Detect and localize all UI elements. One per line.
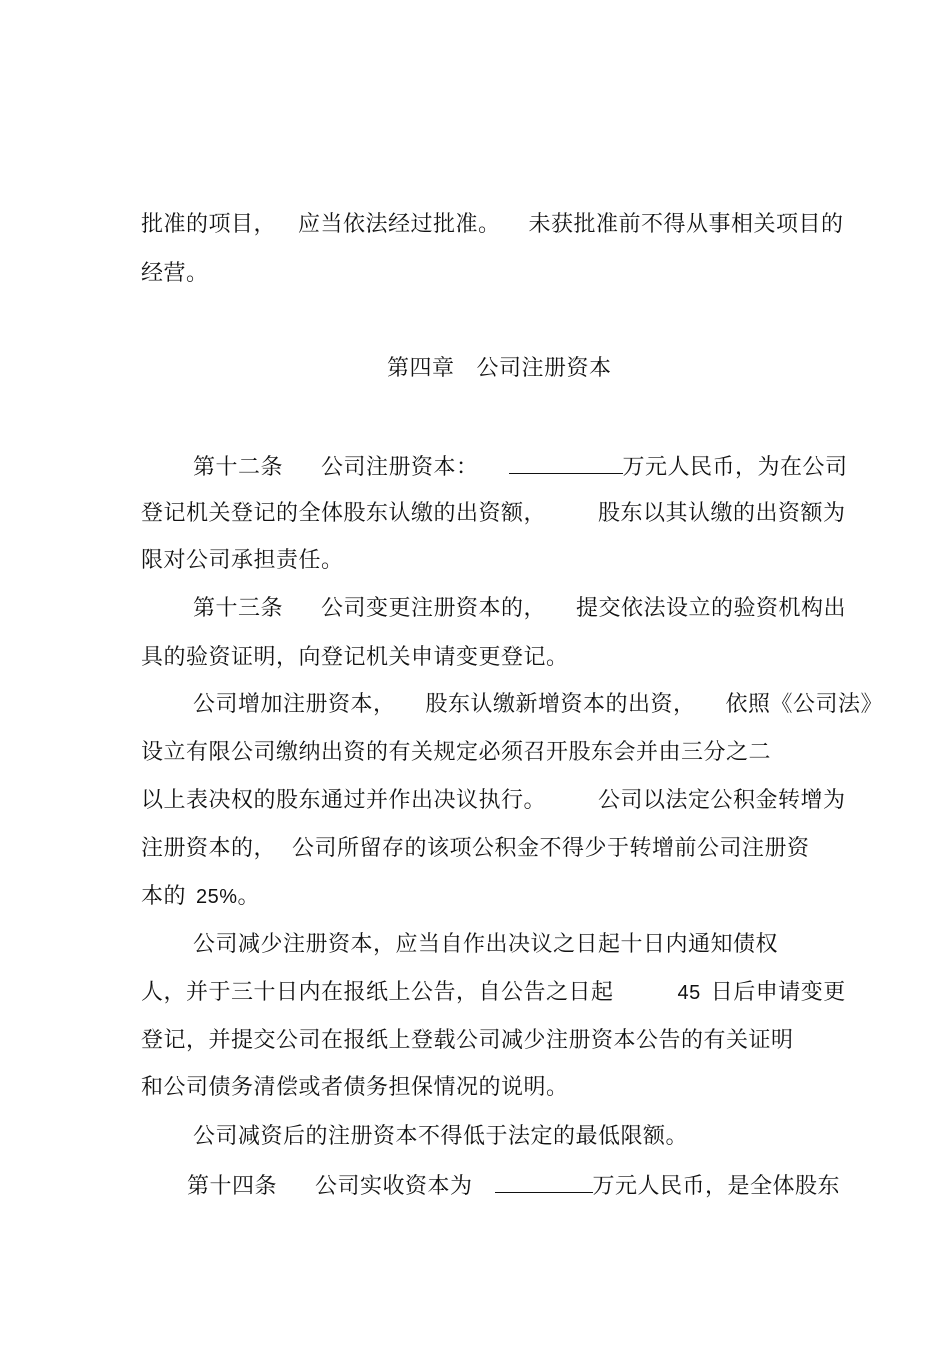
paragraph-text: 以上表决权的股东通过并作出决议执行。 — [141, 788, 547, 813]
paragraph-text: 和公司债务清偿或者债务担保情况的说明。 — [141, 1075, 569, 1100]
paid-in-capital-blank — [495, 1170, 593, 1193]
article-label: 第十二条 — [193, 455, 284, 480]
chapter-number: 第四章 — [387, 356, 455, 381]
article-text: 公司实收资本为 — [315, 1174, 473, 1199]
article-text: 具的验资证明，向登记机关申请变更登记。 — [141, 645, 569, 670]
article-text: 万元人民币，是全体股东 — [592, 1174, 841, 1199]
article-text: 提交依法设立的验资机构出 — [576, 596, 847, 621]
article-14-line-1 — [172, 1140, 840, 1202]
paragraph-text: 公司增加注册资本， — [193, 692, 396, 717]
intro-text: 未获批准前不得从事相关项目的 — [528, 212, 844, 237]
days-value: 45 — [677, 982, 701, 1004]
percentage-value: 25% — [196, 886, 238, 908]
paragraph-text: 登记，并提交公司在报纸上登载公司减少注册资本公告的有关证明 — [141, 1028, 794, 1053]
article-text: 限对公司承担责任。 — [141, 548, 344, 573]
intro-line-2 — [126, 229, 209, 289]
paragraph-text: 依照《公司法》 — [725, 692, 884, 717]
article-label: 第十四条 — [187, 1174, 278, 1199]
intro-text: 批准的项目， — [141, 212, 277, 237]
article-text: 万元人民币，为在公司 — [622, 455, 848, 480]
paragraph-text: 公司减少注册资本，应当自作出决议之日起十日内通知债权 — [193, 932, 779, 957]
article-text: 公司变更注册资本的， — [321, 596, 547, 621]
intro-line-1 — [126, 180, 844, 240]
paragraph-text: 。 — [237, 884, 261, 909]
paragraph-text: 人，并于三十日内在报纸上公告，自公告之日起 — [141, 980, 614, 1005]
chapter-heading — [372, 324, 612, 384]
chapter-title: 公司注册资本 — [476, 356, 612, 381]
article-text: 登记机关登记的全体股东认缴的出资额， — [141, 501, 547, 526]
paragraph-text: 设立有限公司缴纳出资的有关规定必须召开股东会并由三分之二 — [141, 740, 772, 765]
paragraph-text: 股东认缴新增资本的出资， — [425, 692, 696, 717]
paragraph-text: 本的 — [141, 884, 187, 909]
paragraph-text: 注册资本的， — [141, 836, 277, 861]
article-text: 股东以其认缴的出资额为 — [598, 501, 846, 526]
paragraph-text: 日后申请变更 — [710, 980, 846, 1005]
intro-text: 应当依法经过批准。 — [298, 212, 501, 237]
article-text: 公司注册资本： — [321, 455, 479, 480]
paragraph-text: 公司以法定公积金转增为 — [598, 788, 846, 813]
intro-text: 经营。 — [141, 261, 209, 286]
paragraph-text: 公司减资后的注册资本不得低于法定的最低限额。 — [193, 1124, 689, 1149]
paragraph-text: 公司所留存的该项公积金不得少于转增前公司注册资 — [292, 836, 810, 861]
article-label: 第十三条 — [193, 596, 284, 621]
